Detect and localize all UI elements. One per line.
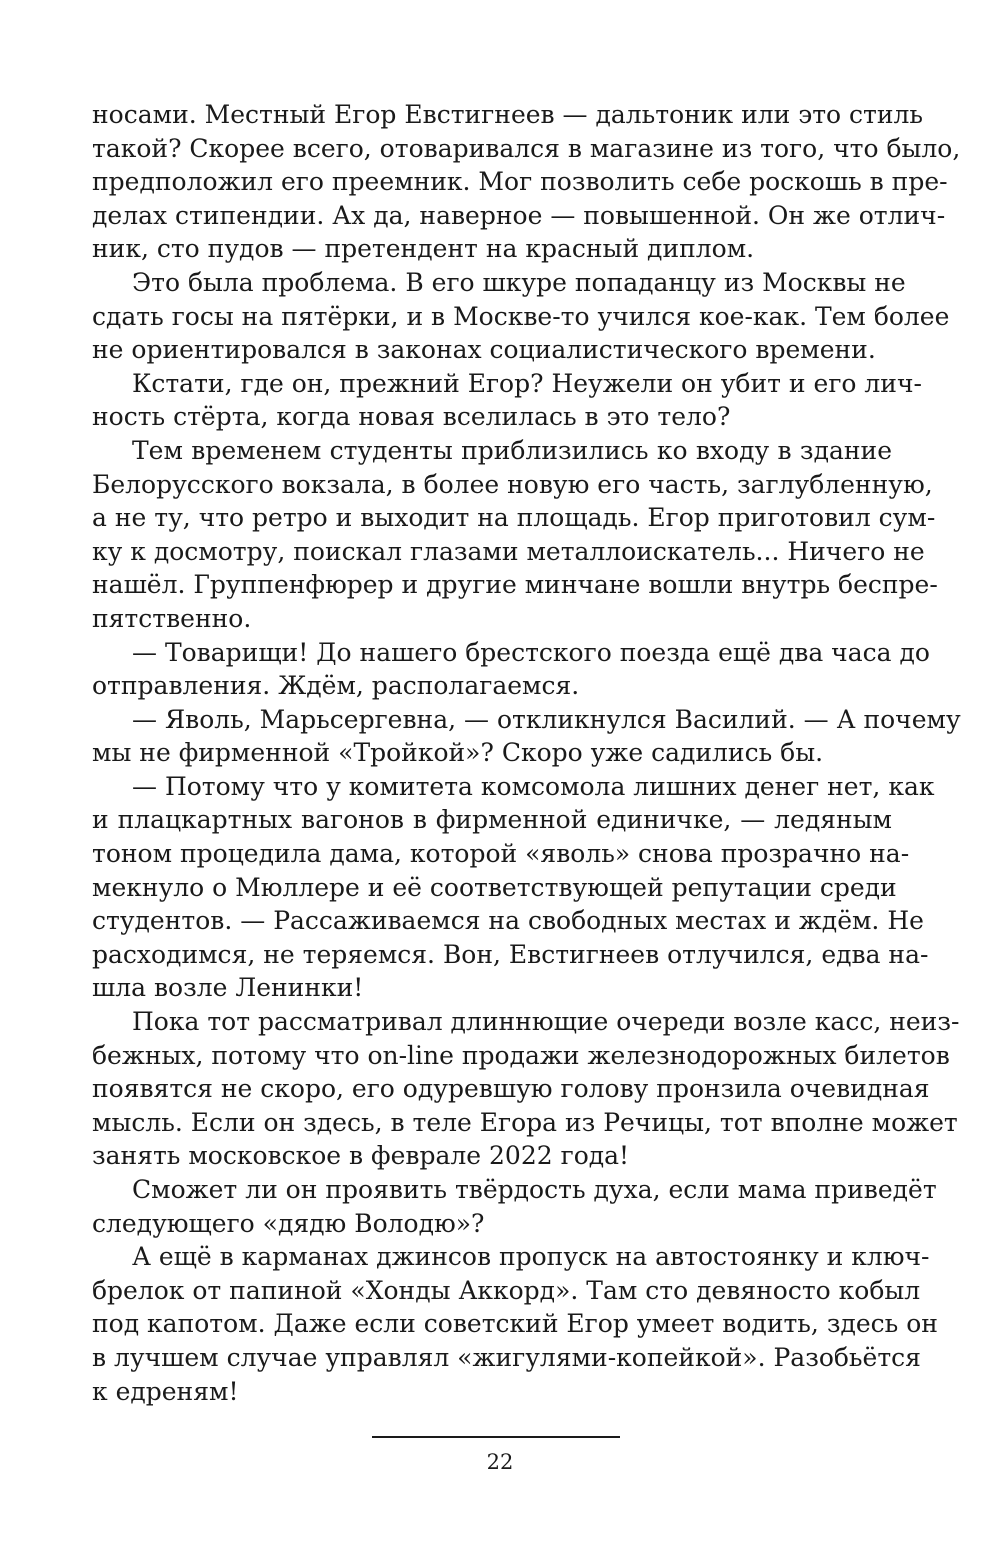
text-line: не ориентировался в законах социалистического времени. xyxy=(92,335,876,365)
text-line: Это была проблема. В его шкуре попаданцу из Москвы не xyxy=(132,267,906,297)
text-line: — Товарищи! До нашего брестского поезда ещё два часа до xyxy=(132,637,930,667)
text-line: мысль. Если он здесь, в теле Егора из Речицы, тот вполне может xyxy=(92,1107,958,1137)
text-line: тоном процедила дама, которой «яволь» снова прозрачно на- xyxy=(92,839,910,869)
text-line: занять московское в феврале 2022 года! xyxy=(92,1141,630,1171)
text-line: отправления. Ждём, располагаемся. xyxy=(92,671,580,701)
page-text xyxy=(92,98,961,1408)
text-line: ник, сто пудов — претендент на красный диплом. xyxy=(92,234,755,264)
text-line: предположил его преемник. Мог позволить себе роскошь в пре- xyxy=(92,167,948,197)
text-line: студентов. — Рассаживаемся на свободных местах и ждём. Не xyxy=(92,906,924,936)
text-line: мы не фирменной «Тройкой»? Скоро уже садились бы. xyxy=(92,738,824,768)
text-line: ность стёрта, когда новая вселилась в это тело? xyxy=(92,402,731,432)
text-line: Сможет ли он проявить твёрдость духа, если мама приведёт xyxy=(132,1175,937,1204)
text-line: шла возле Ленинки! xyxy=(92,973,364,1003)
text-line: и плацкартных вагонов в фирменной единичке, — ледяным xyxy=(92,805,892,835)
text-line: такой? Скорее всего, отоваривался в магазине из того, что было, xyxy=(92,133,961,163)
text-line: под капотом. Даже если советский Егор умеет водить, здесь он xyxy=(92,1309,938,1339)
text-line: Пока тот рассматривал длиннющие очереди возле касс, неиз- xyxy=(132,1007,960,1037)
text-line: к едреням! xyxy=(92,1376,239,1406)
text-line: сдать госы на пятёрки, и в Москве-то учился кое-как. Тем более xyxy=(92,301,950,331)
text-line: нашёл. Группенфюрер и другие минчане вошли внутрь беспре- xyxy=(92,570,938,600)
footer-divider xyxy=(372,1436,620,1438)
text-line: следующего «дядю Володю»? xyxy=(92,1208,485,1238)
text-line: пятственно. xyxy=(92,603,252,633)
text-line: делах стипендии. Ах да, наверное — повышенной. Он же отлич- xyxy=(92,200,946,230)
text-line: бежных, потому что on-line продажи железнодорожных билетов xyxy=(92,1040,950,1070)
text-line: Кстати, где он, прежний Егор? Неужели он убит и его лич- xyxy=(132,368,922,398)
text-line: в лучшем случае управлял «жигулями-копейкой». Разобьётся xyxy=(92,1342,921,1372)
text-line: — Потому что у комитета комсомола лишних денег нет, как xyxy=(132,771,935,801)
text-line: А ещё в карманах джинсов пропуск на автостоянку и ключ- xyxy=(132,1242,930,1272)
text-line: расходимся, не теряемся. Вон, Евстигнеев отлучился, едва на- xyxy=(92,939,929,969)
text-line: появятся не скоро, его одуревшую голову пронзила очевидная xyxy=(92,1074,930,1104)
text-line: Белорусского вокзала, в более новую его часть, заглубленную, xyxy=(92,469,933,499)
text-line: а не ту, что ретро и выходит на площадь. Егор приготовил сум- xyxy=(92,503,936,533)
text-line: ку к досмотру, поискал глазами металлоискатель... Ничего не xyxy=(92,536,925,566)
text-line: носами. Местный Егор Евстигнеев — дальтоник или это стиль xyxy=(92,100,924,129)
text-line: — Яволь, Марьсергевна, — откликнулся Василий. — А почему xyxy=(132,704,961,734)
text-line: мекнуло о Мюллере и её соответствующей репутации среди xyxy=(92,872,897,902)
text-line: Тем временем студенты приблизились ко входу в здание xyxy=(132,435,892,465)
text-line: брелок от папиной «Хонды Аккорд». Там сто девяносто кобыл xyxy=(92,1275,921,1305)
page-number: 22 xyxy=(486,1450,514,1474)
